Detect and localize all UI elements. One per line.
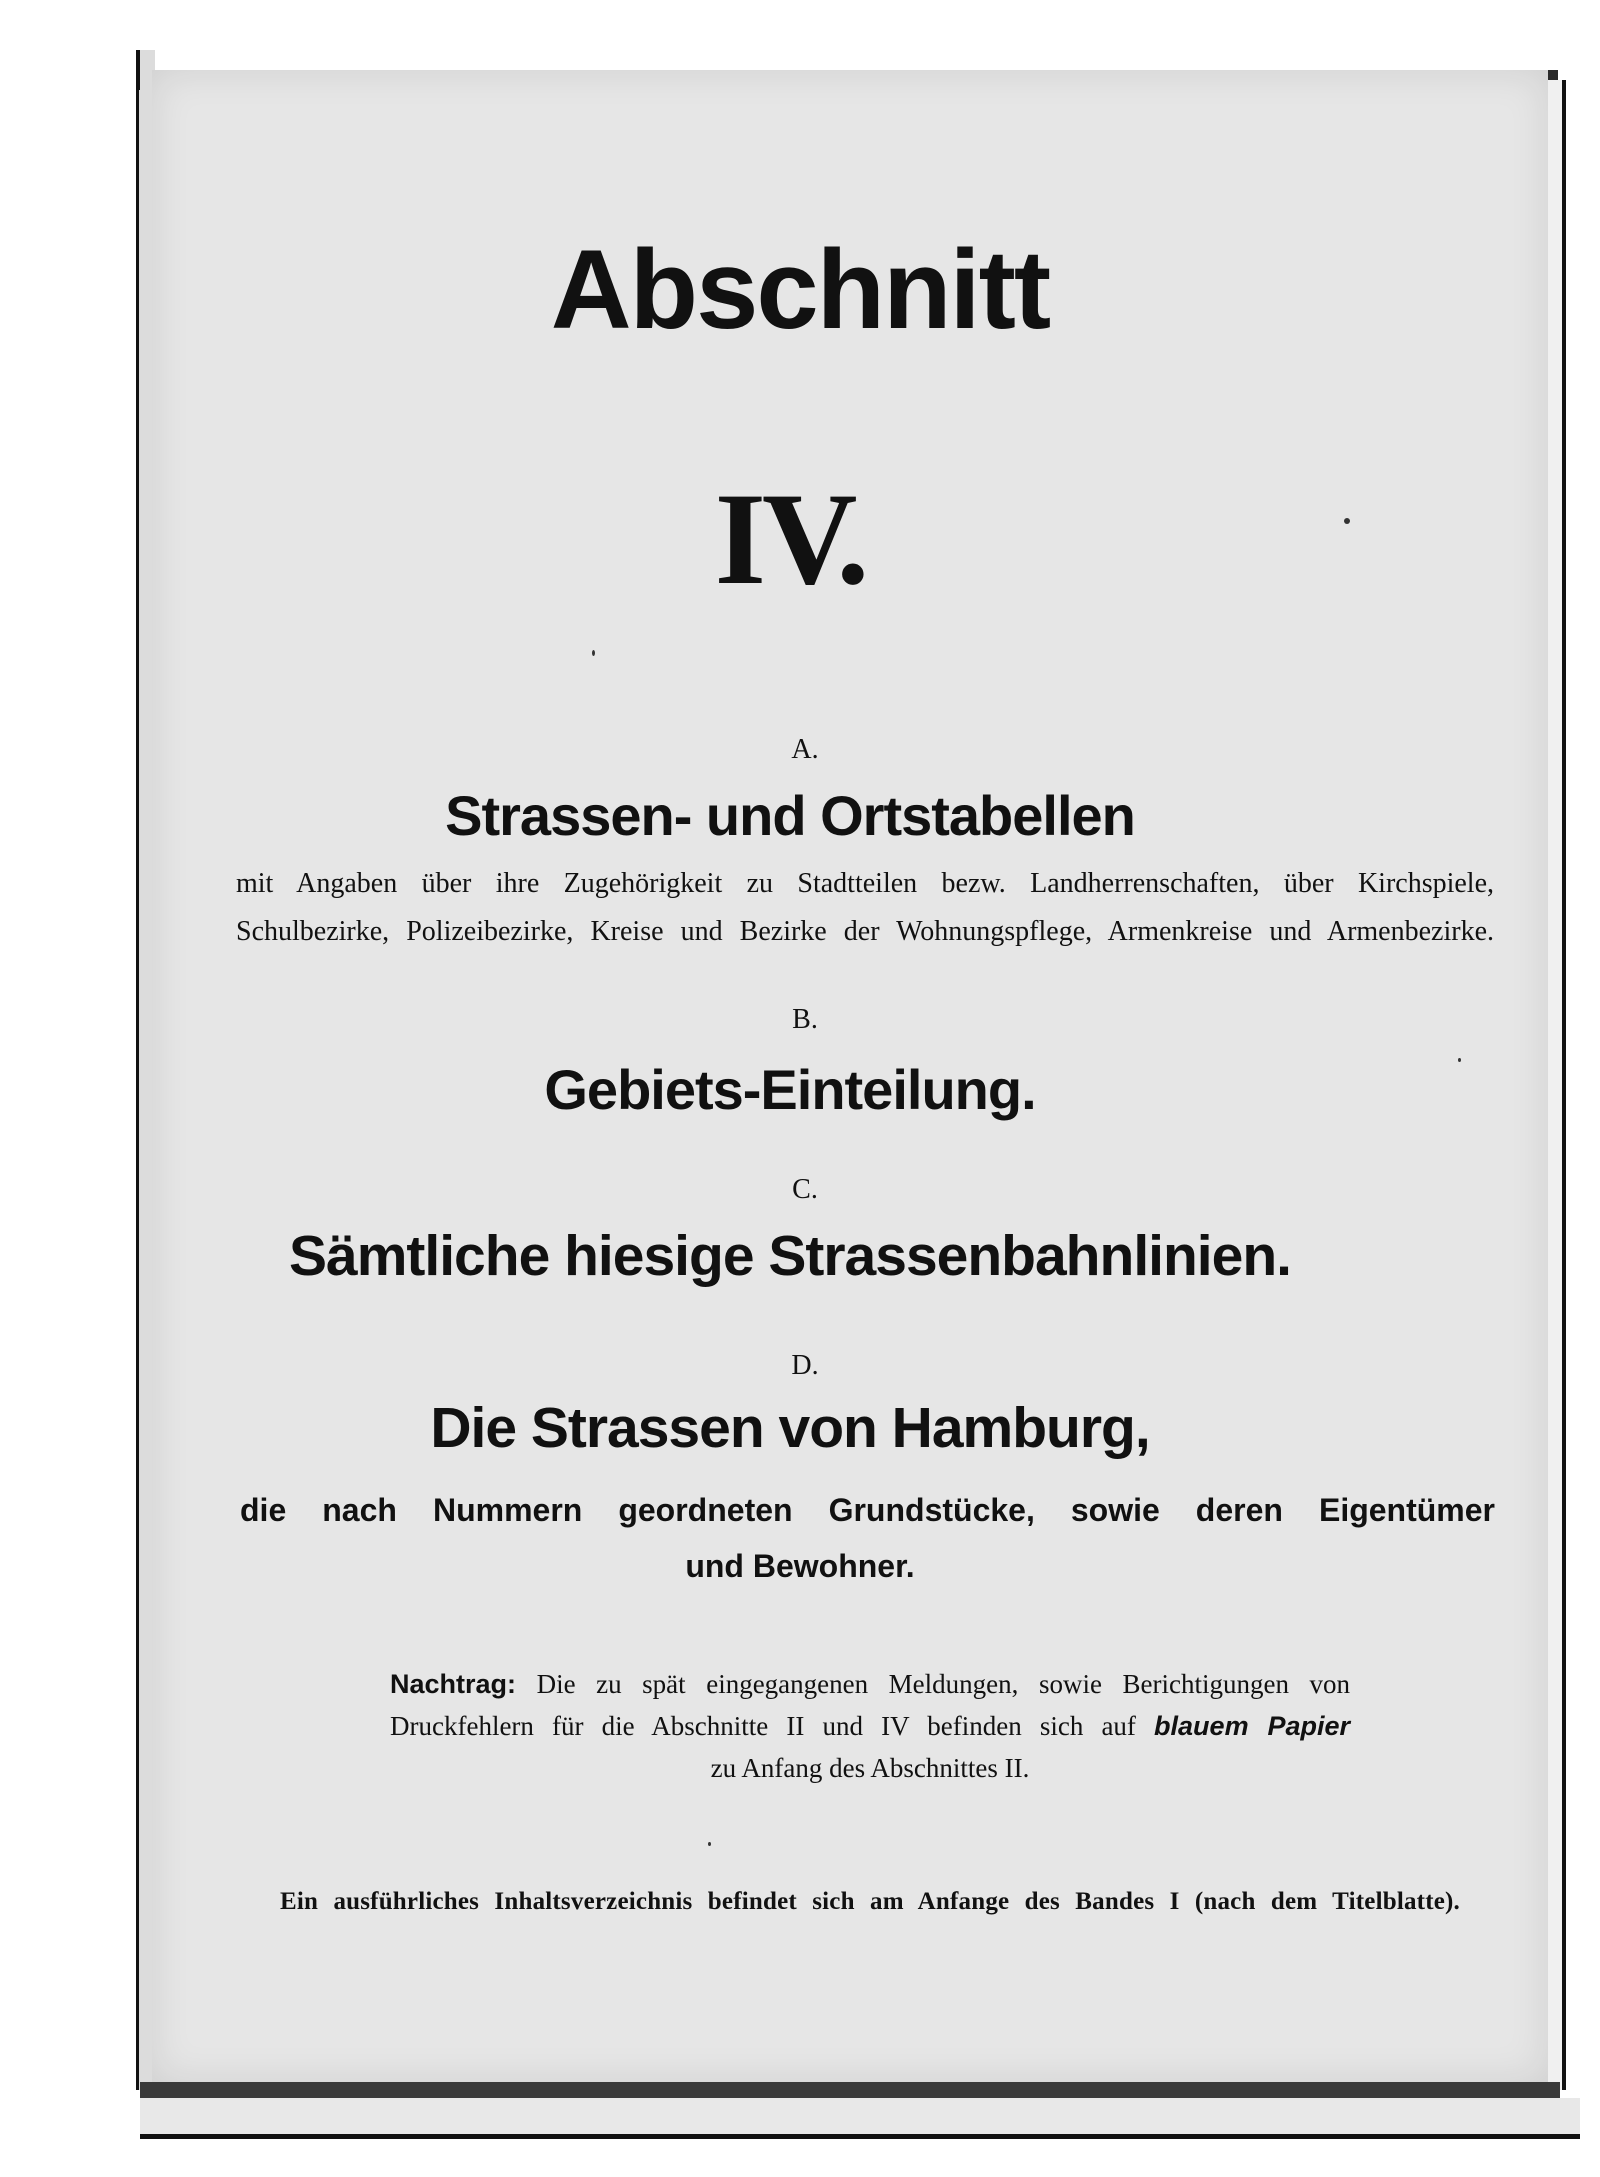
section-d-description-line1: die nach Nummern geordneten Grundstücke, sowie deren Eigentümer xyxy=(240,1492,1495,1528)
addendum-label: Nachtrag: xyxy=(390,1669,517,1699)
section-a-description-line1: mit Angaben über ihre Zugehörigkeit zu Stadtteilen bezw. Landherrenschaften, über Kirchspiele, xyxy=(236,868,1494,899)
addendum-line1 xyxy=(390,1663,1350,1705)
section-a-letter: A. xyxy=(791,734,819,765)
addendum-line2-text: Druckfehlern für die Abschnitte II und IV befinden sich auf xyxy=(390,1711,1136,1741)
section-heading: Abschnitt xyxy=(550,227,1050,352)
binding-mark xyxy=(136,50,140,90)
section-d-description-line2: und Bewohner. xyxy=(685,1548,915,1584)
addendum-note xyxy=(390,1663,1350,1789)
section-d-title: Die Strassen von Hamburg, xyxy=(430,1396,1150,1460)
next-page-edge xyxy=(140,2098,1580,2139)
section-a-title: Strassen- und Ortstabellen xyxy=(445,784,1135,847)
section-c-title: Sämtliche hiesige Strassenbahnlinien. xyxy=(289,1224,1291,1288)
section-b-letter: B. xyxy=(792,1004,818,1035)
section-b-title: Gebiets-Einteilung. xyxy=(544,1058,1036,1121)
page-bottom-edge xyxy=(140,2082,1560,2098)
section-c-letter: C. xyxy=(792,1174,818,1205)
section-a-description-line2: Schulbezirke, Polizeibezirke, Kreise und Bezirke der Wohnungspflege, Armenkreise und Armenbezirke. xyxy=(236,916,1494,947)
addendum-line1-text: Die zu spät eingegangenen Meldungen, sowie Berichtigungen von xyxy=(536,1669,1351,1699)
table-of-contents-note: Ein ausführliches Inhaltsverzeichnis befindet sich am Anfange des Bandes I (nach dem Titelblatte). xyxy=(280,1888,1460,1915)
section-number: IV. xyxy=(714,465,866,612)
addendum-emphasis: blauem Papier xyxy=(1154,1711,1350,1741)
addendum-line3: zu Anfang des Abschnittes II. xyxy=(710,1753,1030,1783)
section-d-letter: D. xyxy=(791,1350,819,1381)
speck xyxy=(708,1842,711,1846)
addendum-line2 xyxy=(390,1705,1350,1747)
speck xyxy=(592,650,595,656)
